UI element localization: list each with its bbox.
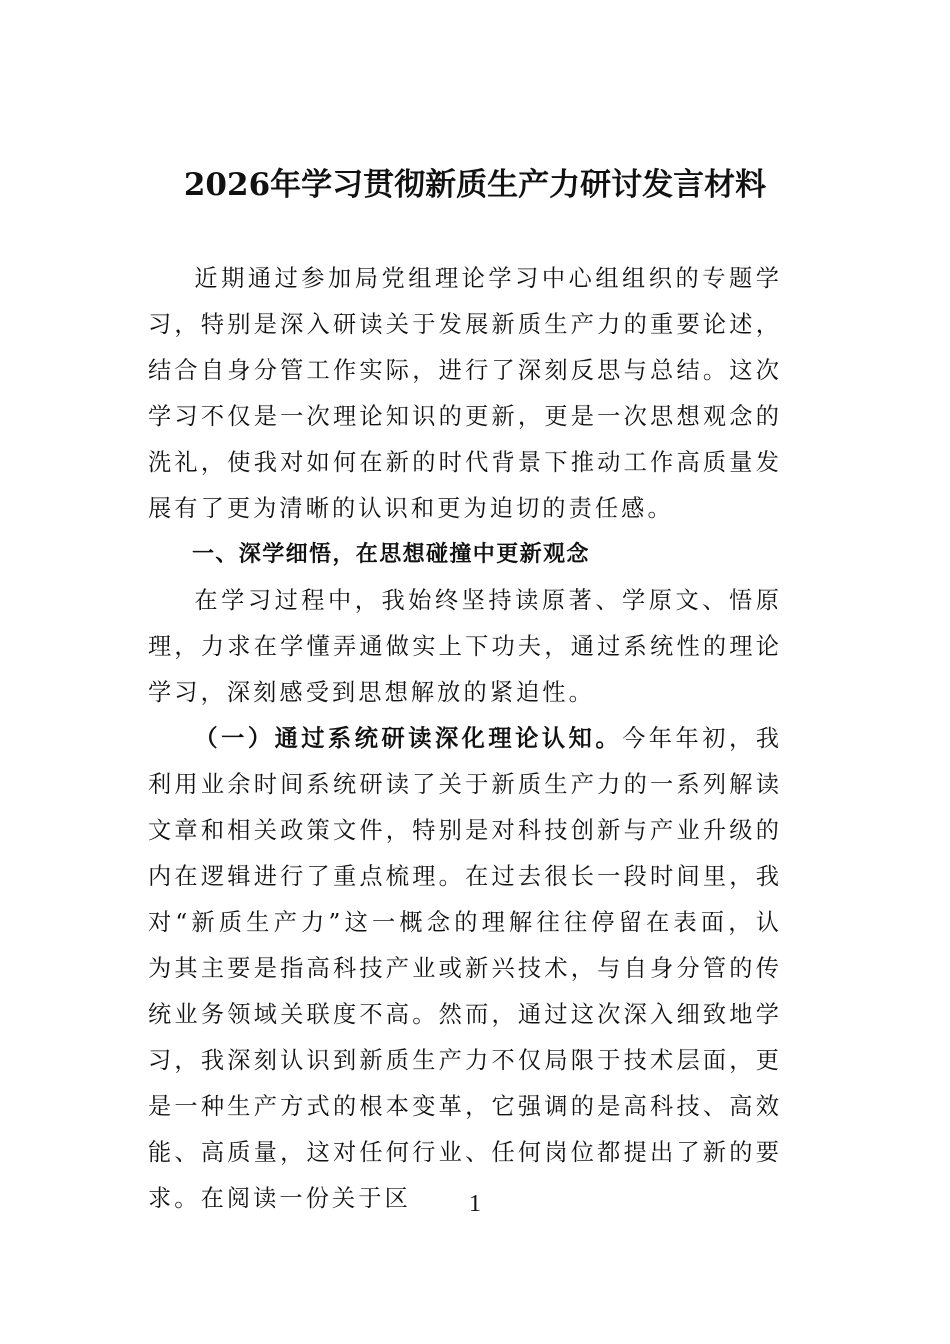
document-body <box>148 256 782 1222</box>
paragraph-subsection-1 <box>148 716 782 1222</box>
document-title: 2026年学习贯彻新质生产力研讨发言材料 <box>183 167 767 203</box>
paragraph-section1-intro: 在学习过程中，我始终坚持读原著、学原文、悟原理，力求在学懂弄通做实上下功夫，通过系统性的理论学习，深刻感受到思想解放的紧迫性。 <box>148 587 782 706</box>
page-number: 1 <box>469 1191 481 1217</box>
section-heading-1: 一、深学细悟，在思想碰撞中更新观念 <box>192 542 590 567</box>
subsection-1-lead: （一）通过系统研读深化理论认知。 <box>194 725 623 752</box>
paragraph-intro: 近期通过参加局党组理论学习中心组组织的专题学习，特别是深入研读关于发展新质生产力的重要论述，结合自身分管工作实际，进行了深刻反思与总结。这次学习不仅是一次理论知识的更新，更是一次思想观念的洗礼，使我对如何在新的时代背景下推动工作高质量发展有了更为清晰的认识和更为迫切的责任感。 <box>148 265 782 522</box>
subsection-1-body: 今年年初，我利用业余时间系统研读了关于新质生产力的一系列解读文章和相关政策文件，特别是对科技创新与产业升级的内在逻辑进行了重点梳理。在过去很长一段时间里，我对“新质生产力”这一概念的理解往往停留在表面，认为其主要是指高科技产业或新兴技术，与自身分管的传统业务领域关联度不高。然而，通过这次深入细致地学习，我深刻认识到新质生产力不仅局限于技术层面，更是一种生产方式的根本变革，它强调的是高科技、高效能、高质量，这对任何行业、任何岗位都提出了新的要求。在阅读一份关于区 <box>148 725 782 1212</box>
